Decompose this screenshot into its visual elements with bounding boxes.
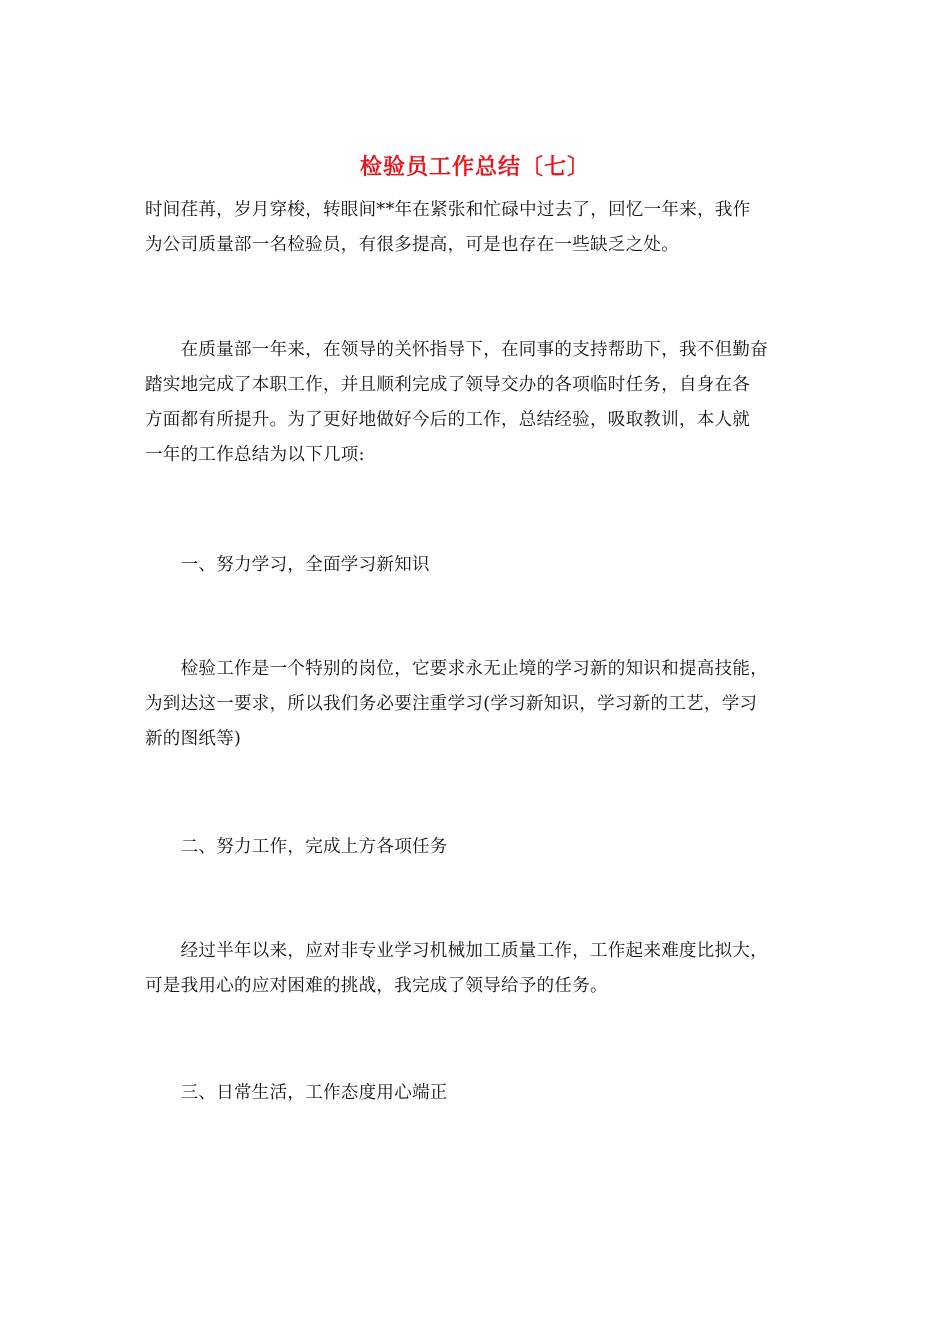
paragraph-line: 在质量部一年来，在领导的关怀指导下，在同事的支持帮助下，我不但勤奋 — [145, 340, 768, 360]
paragraph-line: 可是我用心的应对困难的挑战，我完成了领导给予的任务。 — [145, 976, 608, 996]
paragraph-section-2 — [145, 934, 805, 1004]
document-title: 检验员工作总结〔七〕 — [359, 154, 590, 180]
paragraph-line: 方面都有所提升。为了更好地做好今后的工作，总结经验，吸取教训，本人就 — [145, 410, 751, 430]
paragraph-intro — [145, 193, 805, 263]
paragraph-line: 为公司质量部一名检验员，有很多提高，可是也存在一些缺乏之处。 — [145, 235, 679, 255]
section-heading-1: 一、努力学习，全面学习新知识 — [145, 555, 430, 575]
paragraph-line: 时间荏苒，岁月穿梭，转眼间**年在紧张和忙碌中过去了，回忆一年来，我作 — [145, 200, 751, 220]
paragraph-line: 检验工作是一个特别的岗位，它要求永无止境的学习新的知识和提高技能， — [145, 659, 768, 679]
paragraph-line: 为到达这一要求，所以我们务必要注重学习(学习新知识，学习新的工艺，学习 — [145, 694, 758, 714]
paragraph-line: 一年的工作总结为以下几项: — [145, 445, 365, 465]
section-heading-2: 二、努力工作，完成上方各项任务 — [145, 837, 448, 857]
paragraph-line: 新的图纸等) — [145, 729, 242, 749]
paragraph-line: 踏实地完成了本职工作，并且顺利完成了领导交办的各项临时任务，自身在各 — [145, 375, 751, 395]
paragraph-line: 经过半年以来，应对非专业学习机械加工质量工作，工作起来难度比拟大， — [145, 941, 768, 961]
section-heading-3: 三、日常生活，工作态度用心端正 — [145, 1083, 448, 1103]
paragraph-section-1 — [145, 652, 805, 757]
paragraph-overview — [145, 333, 805, 473]
